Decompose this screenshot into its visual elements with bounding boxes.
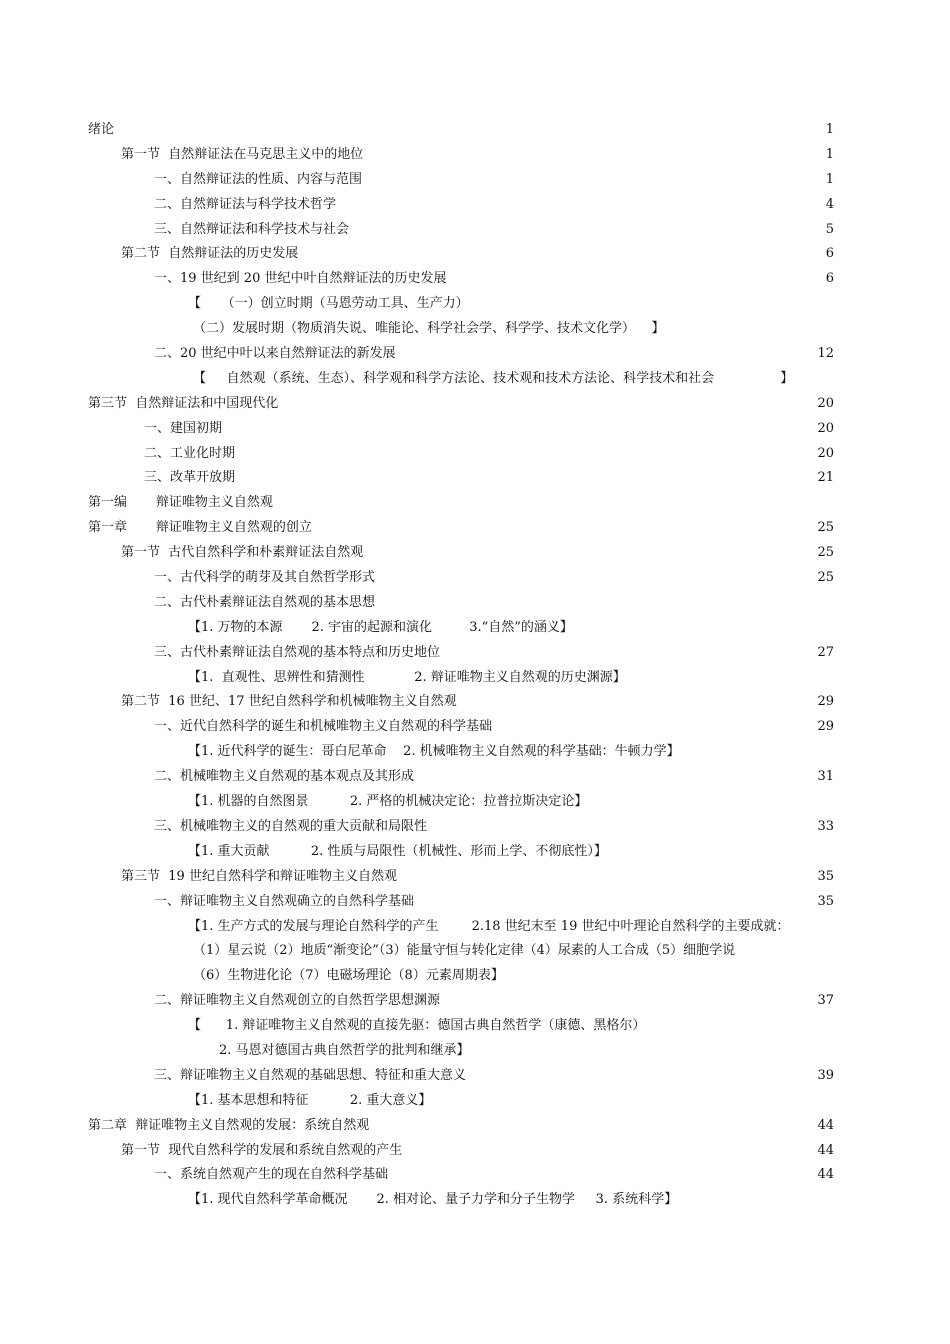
toc-entry-page-number: 25 — [817, 570, 834, 586]
toc-entry[interactable] — [0, 417, 950, 442]
toc-entry-title: （二）发展时期（物质消失说、唯能论、科学社会学、科学学、技术文化学） 】 — [193, 321, 665, 337]
toc-entry-title: 【1. 基本思想和特征 2. 重大意义】 — [188, 1092, 432, 1108]
toc-entry-title: 【 1. 辩证唯物主义自然观的直接先驱：德国古典自然哲学（康德、黑格尔） — [188, 1018, 646, 1034]
toc-entry-title: 一、辩证唯物主义自然观确立的自然科学基础 — [154, 893, 415, 909]
toc-entry-title: 二、20 世纪中叶以来自然辩证法的新发展 — [154, 346, 396, 362]
toc-entry[interactable] — [0, 616, 950, 641]
toc-entry[interactable] — [0, 1114, 950, 1139]
toc-entry-title: 第一节 现代自然科学的发展和系统自然观的产生 — [121, 1142, 403, 1158]
toc-entry[interactable] — [0, 1039, 950, 1064]
toc-entry[interactable] — [0, 641, 950, 666]
toc-entry[interactable] — [0, 815, 950, 840]
toc-entry[interactable] — [0, 168, 950, 193]
toc-entry[interactable] — [0, 840, 950, 865]
toc-entry-title: 三、改革开放期 — [144, 470, 236, 486]
toc-entry[interactable] — [0, 516, 950, 541]
toc-entry[interactable] — [0, 666, 950, 691]
toc-entry-title: 一、系统自然观产生的现在自然科学基础 — [154, 1167, 389, 1183]
toc-entry-title: 【1. 生产方式的发展与理论自然科学的产生 2.18 世纪末至 19 世纪中叶理论自然科学的主要成就： — [188, 918, 790, 934]
toc-entry-title: 第三节 19 世纪自然科学和辩证唯物主义自然观 — [121, 868, 397, 884]
toc-entry-title: 一、建国初期 — [144, 420, 223, 436]
toc-entry-title: 第一章 辩证唯物主义自然观的创立 — [88, 520, 312, 536]
toc-entry[interactable] — [0, 218, 950, 243]
toc-entry[interactable] — [0, 541, 950, 566]
toc-entry-title: 第三节 自然辩证法和中国现代化 — [88, 395, 279, 411]
toc-entry-title: 二、自然辩证法与科学技术哲学 — [154, 196, 337, 212]
toc-entry-page-number: 21 — [817, 470, 834, 486]
toc-entry-page-number: 6 — [825, 246, 834, 262]
toc-entry-title: 【 （一）创立时期（马恩劳动工具、生产力） — [188, 296, 469, 312]
toc-entry-page-number: 25 — [817, 520, 834, 536]
toc-entry[interactable] — [0, 442, 950, 467]
toc-entry-page-number: 35 — [817, 893, 834, 909]
toc-entry-page-number: 20 — [817, 395, 834, 411]
toc-entry-title: 【 自然观（系统、生态）、科学观和科学方法论、技术观和技术方法论、科学技术和社会 】 — [193, 370, 794, 386]
toc-entry[interactable] — [0, 964, 950, 989]
toc-entry-page-number: 29 — [817, 694, 834, 710]
toc-entry-page-number: 37 — [817, 993, 834, 1009]
toc-entry[interactable] — [0, 715, 950, 740]
toc-entry[interactable] — [0, 915, 950, 940]
toc-entry-page-number: 25 — [817, 545, 834, 561]
toc-entry-title: 第二节 16 世纪、17 世纪自然科学和机械唯物主义自然观 — [121, 694, 457, 710]
toc-entry-title: 三、自然辩证法和科学技术与社会 — [154, 221, 350, 237]
toc-entry[interactable] — [0, 118, 950, 143]
toc-entry[interactable] — [0, 491, 950, 516]
toc-entry-title: 【1. 机器的自然图景 2. 严格的机械决定论：拉普拉斯决定论】 — [188, 794, 588, 810]
toc-entry[interactable] — [0, 690, 950, 715]
toc-entry-title: 二、机械唯物主义自然观的基本观点及其形成 — [154, 769, 415, 785]
toc-entry-title: 三、古代朴素辩证法自然观的基本特点和历史地位 — [154, 644, 441, 660]
toc-entry[interactable] — [0, 1014, 950, 1039]
toc-entry[interactable] — [0, 392, 950, 417]
toc-entry[interactable] — [0, 890, 950, 915]
toc-entry[interactable] — [0, 566, 950, 591]
toc-entry[interactable] — [0, 1188, 950, 1213]
toc-entry[interactable] — [0, 466, 950, 491]
toc-entry[interactable] — [0, 342, 950, 367]
toc-entry-page-number: 31 — [817, 769, 834, 785]
toc-entry-title: 绪论 — [88, 122, 115, 137]
toc-entry-title: 一、自然辩证法的性质、内容与范围 — [154, 171, 363, 187]
toc-entry-title: 第二节 自然辩证法的历史发展 — [121, 246, 299, 262]
toc-entry[interactable] — [0, 242, 950, 267]
toc-entry-title: 一、19 世纪到 20 世纪中叶自然辩证法的历史发展 — [154, 271, 447, 287]
toc-entry[interactable] — [0, 292, 950, 317]
toc-entry-title: 【1. 现代自然科学革命概况 2. 相对论、量子力学和分子生物学 3. 系统科学】 — [188, 1192, 678, 1208]
toc-entry-page-number: 1 — [825, 146, 834, 162]
toc-entry-title: 一、古代科学的萌芽及其自然哲学形式 — [154, 570, 376, 586]
toc-entry-title: 第一节 自然辩证法在马克思主义中的地位 — [121, 146, 364, 162]
toc-entry[interactable] — [0, 790, 950, 815]
toc-entry-title: 三、机械唯物主义的自然观的重大贡献和局限性 — [154, 818, 428, 834]
toc-entry[interactable] — [0, 267, 950, 292]
toc-entry-page-number: 39 — [817, 1067, 834, 1083]
toc-entry-page-number: 35 — [817, 868, 834, 884]
toc-entry-title: 【1. 重大贡献 2. 性质与局限性（机械性、形而上学、不彻底性）】 — [188, 843, 607, 859]
toc-entry[interactable] — [0, 740, 950, 765]
toc-entry[interactable] — [0, 939, 950, 964]
toc-entry-page-number: 44 — [817, 1167, 834, 1183]
toc-entry[interactable] — [0, 989, 950, 1014]
toc-entry[interactable] — [0, 865, 950, 890]
toc-entry-page-number: 29 — [817, 719, 834, 735]
toc-entry[interactable] — [0, 1139, 950, 1164]
toc-entry-page-number: 27 — [817, 644, 834, 660]
toc-entry-page-number: 1 — [825, 122, 834, 137]
toc-entry-title: 第一编 辩证唯物主义自然观 — [88, 495, 273, 511]
toc-entry-title: 二、古代朴素辩证法自然观的基本思想 — [154, 594, 376, 610]
toc-entry[interactable] — [0, 1163, 950, 1188]
toc-entry-page-number: 33 — [817, 818, 834, 834]
toc-entry[interactable] — [0, 1064, 950, 1089]
toc-entry-title: 第一节 古代自然科学和朴素辩证法自然观 — [121, 545, 364, 561]
toc-entry-page-number: 20 — [817, 420, 834, 436]
toc-entry-page-number: 44 — [817, 1142, 834, 1158]
toc-entry-title: 二、工业化时期 — [144, 445, 236, 461]
toc-entry[interactable] — [0, 193, 950, 218]
toc-entry-page-number: 5 — [825, 221, 834, 237]
toc-entry-page-number: 4 — [825, 196, 834, 212]
toc-entry-title: （6）生物进化论（7）电磁场理论（8）元素周期表】 — [193, 968, 504, 984]
toc-entry-title: 第二章 辩证唯物主义自然观的发展：系统自然观 — [88, 1117, 370, 1133]
toc-entry-title: 【1. 直观性、思辨性和猜测性 2. 辩证唯物主义自然观的历史渊源】 — [188, 669, 626, 685]
toc-entry-page-number: 20 — [817, 445, 834, 461]
toc-entry-title: 2. 马恩对德国古典自然哲学的批判和继承】 — [219, 1042, 470, 1058]
toc-entry-title: 【1. 万物的本源 2. 宇宙的起源和演化 3.“自然”的涵义】 — [188, 619, 573, 635]
toc-entry-page-number: 1 — [825, 171, 834, 187]
toc-entry-title: 一、近代自然科学的诞生和机械唯物主义自然观的科学基础 — [154, 719, 493, 735]
toc-entry[interactable] — [0, 765, 950, 790]
toc-entry-page-number: 44 — [817, 1117, 834, 1133]
toc-entry-title: 【1. 近代科学的诞生：哥白尼革命 2. 机械唯物主义自然观的科学基础：牛顿力学】 — [188, 744, 680, 760]
toc-entry-page-number: 6 — [825, 271, 834, 287]
table-of-contents — [0, 118, 950, 1213]
toc-entry[interactable] — [0, 143, 950, 168]
toc-entry[interactable] — [0, 317, 950, 342]
toc-entry-page-number: 12 — [817, 346, 834, 362]
toc-entry[interactable] — [0, 1089, 950, 1114]
toc-entry-title: 三、辩证唯物主义自然观的基础思想、特征和重大意义 — [154, 1067, 467, 1083]
toc-entry-title: （1）星云说（2）地质“渐变论”（3）能量守恒与转化定律（4）尿素的人工合成（5）细胞学说 — [193, 943, 736, 959]
toc-entry[interactable] — [0, 367, 950, 392]
toc-entry[interactable] — [0, 591, 950, 616]
toc-entry-title: 二、辩证唯物主义自然观创立的自然哲学思想渊源 — [154, 993, 441, 1009]
